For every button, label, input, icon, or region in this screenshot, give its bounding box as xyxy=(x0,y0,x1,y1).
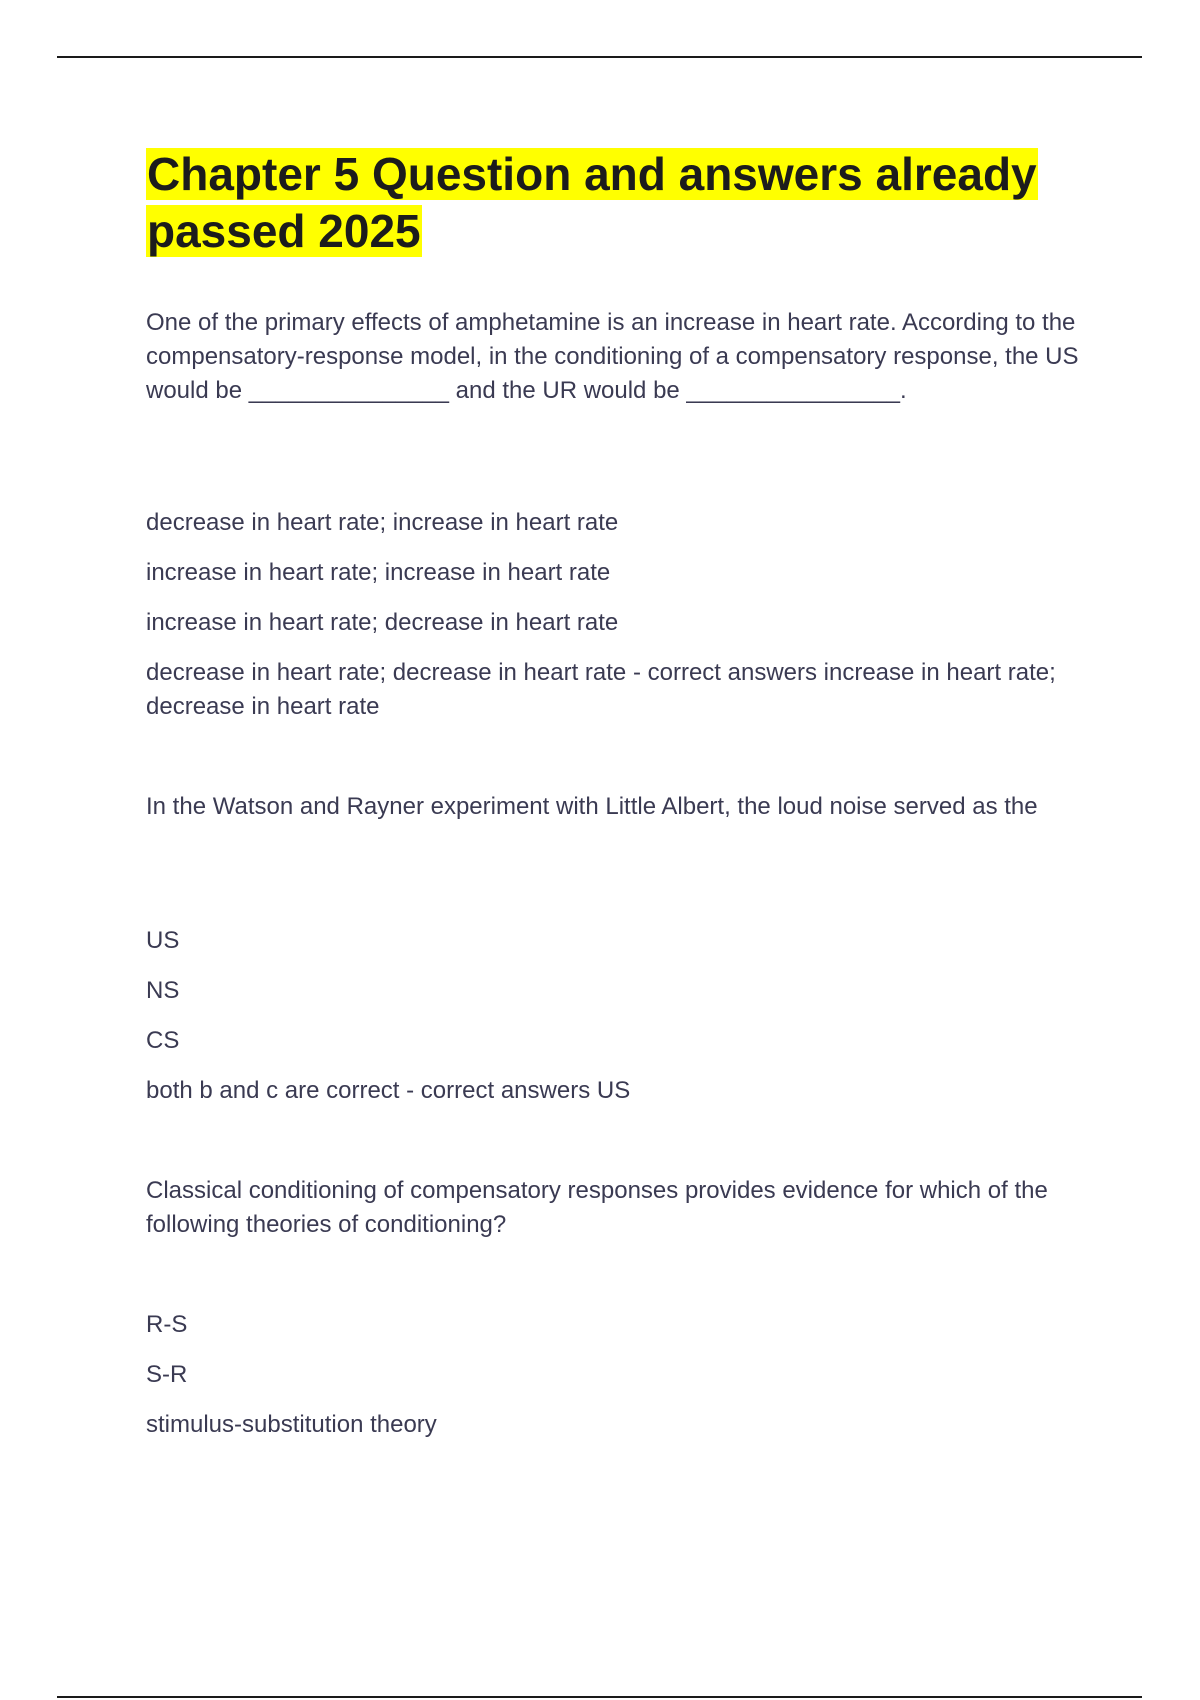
question-3-text: Classical conditioning of compensatory responses provides evidence for which of the following theories of conditioning? xyxy=(146,1177,1048,1238)
question-2-option-4: both b and c are correct - correct answers US xyxy=(146,1077,631,1104)
bottom-rule xyxy=(57,1696,1142,1698)
question-3-option-1: R-S xyxy=(146,1311,188,1338)
question-1-option-1: decrease in heart rate; increase in heart rate xyxy=(146,509,619,536)
question-2-option-3: CS xyxy=(146,1027,180,1054)
question-1-text: One of the primary effects of amphetamine is an increase in heart rate. According to the compensatory-response model, in the conditioning of a compensatory response, the US would be _______________ and the UR would be ________________. xyxy=(146,309,1079,404)
top-rule xyxy=(57,56,1142,58)
question-2-option-2: NS xyxy=(146,977,180,1004)
document-title-text: Chapter 5 Question and answers already passed 2025 xyxy=(147,148,1037,257)
question-2-text: In the Watson and Rayner experiment with Little Albert, the loud noise served as the xyxy=(146,793,1038,820)
question-1-option-3: increase in heart rate; decrease in heart rate xyxy=(146,609,619,636)
question-2-option-1: US xyxy=(146,927,180,954)
question-1-option-2: increase in heart rate; increase in heart rate xyxy=(146,559,611,586)
question-3-option-3: stimulus-substitution theory xyxy=(146,1411,437,1438)
question-3-option-2: S-R xyxy=(146,1361,188,1388)
document-title xyxy=(146,146,1046,260)
question-1-option-4: decrease in heart rate; decrease in heart rate - correct answers increase in heart rate; decrease in heart rate xyxy=(146,659,1056,720)
